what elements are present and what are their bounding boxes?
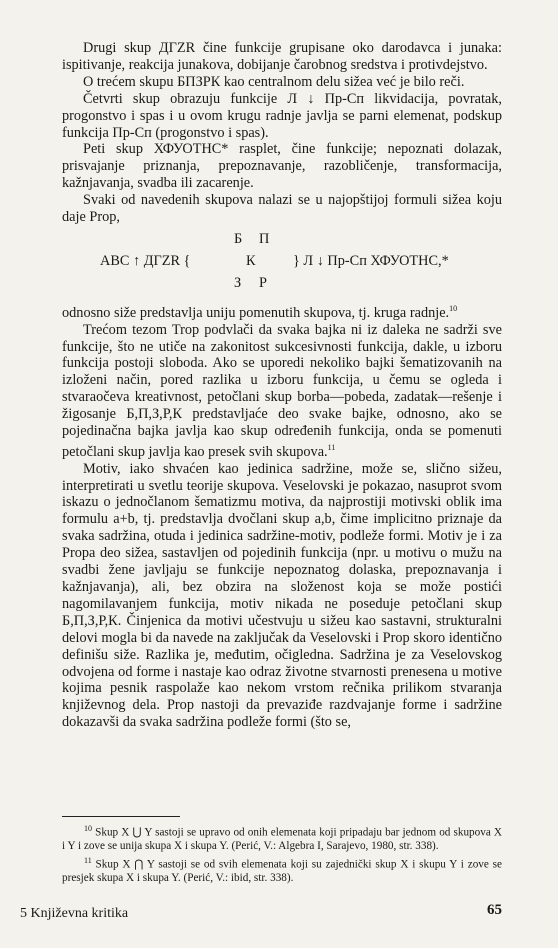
- paragraph-drugi-skup: Drugi skup ДГZR čine funkcije grupisane oko darodavca i junaka: ispitivanje, reakcija junakova, dobijanje čarobnog sredstva i protivdejstvo.: [62, 40, 502, 73]
- formula-middle: К: [246, 252, 256, 269]
- formula-bottom-right: Р: [259, 274, 267, 291]
- paragraph-motiv: Motiv, iako shvaćen kao jedinica sadržine, može se, slično sižeu, interpretirati u svetlu teorije skupova. Veselovski je pokazao, nasuprot svom iskazu o jednočlanom šematizmu motiva, da najprostiji motivski oblik ima formulu a+b, tj. predstavlja dvočlani skup a,b, čime implicitno priznaje da svaka sadržina, otuda i jedinica sadržine-motiv, podleže formi. Motiv je i za Propa deo sižea, sastavljen od pojedinih funkcija (npr. u motivu o mužu na svadbi žene javljaju se funkcije nepoznatog dolaska, prepoznavanja i kažnjavanja), ali, bez obzira na složenost koja se može postići nagomilavanjem funkcija, motiv nikada ne poseduje petočlani skup Б,П,З,Р,К. Činjenica da motivi učestvuju u sižeu kao sastavni, strukturalni delovi mogla bi da navede na zaključak da Veselovski i Prop skoro identično definišu siže. Razlika je, međutim, očigledna. Sadržina je za Veselovskog odvojena od forme i nastaje kao odraz životne stvarnosti prenesena u motive kojima pesnik raspolaže kao nekom vrstom rečnika prilikom stvaranja književnog dela. Prop nastoji da prevaziđe razdvajanje forme i sadržine dokazavši da svaka sadržina podleže formi (što se,: [62, 460, 502, 731]
- paragraph-cetvrti-skup: Četvrti skup obrazuju funkcije Л ↓ Пр-Сп likvidacija, povratak, progonstvo i spas i u ovom krugu radnje javlja se parni elemenat, podskup funkcija Пр-Сп (progonstvo i spas).: [62, 90, 502, 141]
- footnote-divider: [62, 816, 180, 817]
- paragraph-odnosno: odnosno siže predstavlja uniju pomenutih skupova, tj. kruga radnje.$^{10}$: [62, 303, 458, 321]
- signature-mark: 5 Književna kritika: [20, 906, 129, 921]
- paragraph-svaki-skup: Svaki od navedenih skupova nalazi se u najopštijoj formuli sižea koju daje Prop,: [62, 192, 502, 226]
- footnotes: [62, 822, 502, 885]
- page-number: 65: [487, 902, 502, 918]
- formula-right: } Л ↓ Пр-Сп ХФУОТНС,*: [293, 252, 449, 269]
- formula-top-right: П: [259, 230, 270, 247]
- formula-bottom-left: З: [234, 274, 242, 291]
- plot-formula: [62, 231, 502, 295]
- footnote-ref-10: 10: [449, 303, 458, 313]
- formula-left: ABC ↑ ДГZR {: [100, 252, 191, 269]
- paragraph-peti-skup: Peti skup ХФУОТНС* rasplet, čine funkcije; nepoznati dolazak, prisvajanje priznanja, prepoznavanje, razobličenje, transformacija, kažnjavanja, svadba ili zacarenje.: [62, 141, 502, 192]
- formula-top-left: Б: [234, 230, 243, 247]
- paragraph-treca-teza: Trećom tezom Trop podvlači da svaka bajka ni iz daleka ne sadrži sve funkcije, što ne utiče na zakonitost sukcesivnosti funkcija, dakle, u izboru funkcija postoji sloboda. Ako se uporedi nekoliko bajki šematizovanih na izloženi način, pored razlika u izboru funkcija, u čemu se ogleda i stvaraočeva kreativnost, petočlani skup borba—pobeda, zadatak—rešenje i žigosanje Б,П,З,Р,К predstavljaće deo svake bajke, odnosno, ako se pojedinačna bajka javlja kao skup određenih funkcija, onda se pomenuti petočlani skup javlja kao presek svih skupova.$^{11}$: [62, 321, 502, 460]
- footnote-11: $^{11}$ Skup X ⋂ Y sastoji se od svih elemenata koji su zajednički skup X i skupu Y i zove se presjek skupa X i skupa Y. (Perić, V.: ibid, str. 338).: [62, 855, 502, 884]
- footnote-ref-11: 11: [327, 442, 336, 452]
- paragraph-treci-skup: O trećem skupu БПЗРК kao centralnom delu sižea već je bilo reči.: [83, 73, 465, 90]
- page-body: [62, 40, 502, 731]
- footnote-10: $^{10}$ Skup X ⋃ Y sastoji se upravo od onih elemenata koji pripadaju bar jednom od skupova X i Y i zove se unija skupa X i skupa Y. (Perić, V.: Algebra I, Sarajevo, 1980, str. 338).: [62, 824, 503, 853]
